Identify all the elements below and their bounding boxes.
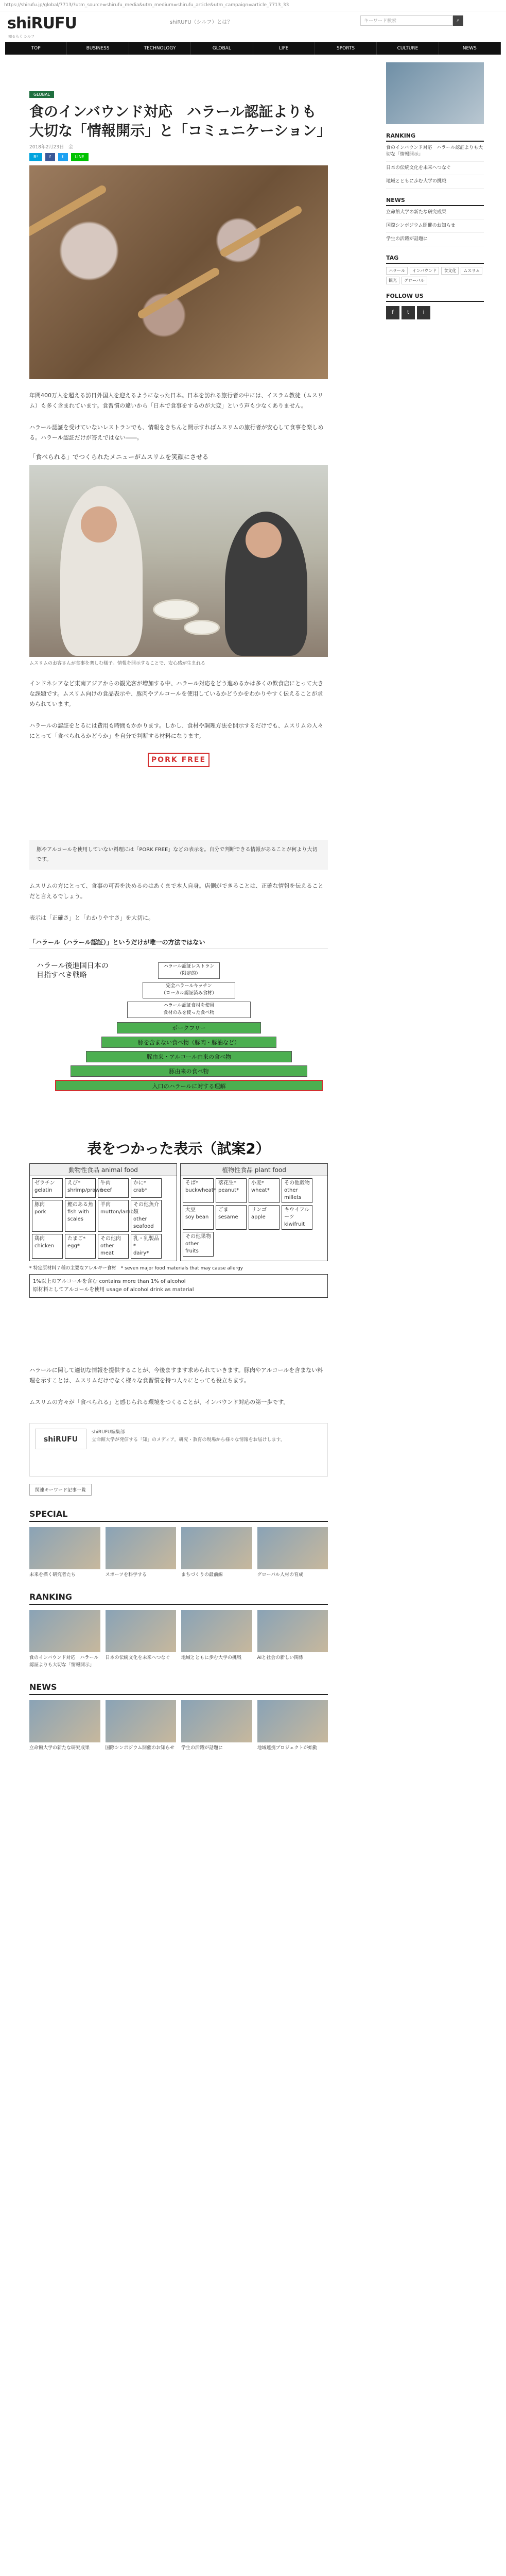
paragraph: ムスリムの方々が「食べられる」と感じられる環境をつくることが、インバウンド対応の第一歩です。	[29, 1399, 289, 1405]
article-card[interactable]: 国際シンポジウム開催のお知らせ	[106, 1700, 177, 1752]
food-cell	[249, 1205, 280, 1230]
sidebar-social-title: FOLLOW US	[386, 293, 484, 302]
food-cell	[98, 1178, 129, 1198]
news-cards	[29, 1700, 328, 1752]
food-name-en: apple	[251, 1214, 266, 1220]
food-name-ja: そば*	[185, 1180, 198, 1186]
food-cell	[32, 1178, 63, 1198]
paragraph: ムスリムの方にとって、食事の可否を決めるのはあくまで本人自身。店側ができることは、正確な情報を伝えることだと言えるでしょう。	[29, 883, 324, 900]
food-name-ja: 小麦*	[251, 1180, 264, 1186]
food-name-ja: 羊肉	[100, 1202, 111, 1208]
food-name-ja: えび*	[67, 1180, 80, 1186]
allergy-note: * 特定原材料７種の主要なアレルギー食材 * seven major food materials that may cause allergy	[29, 1266, 243, 1271]
article-card[interactable]: AIと社会の新しい関係	[257, 1610, 328, 1669]
paragraph: インドネシアなど東南アジアからの観光客が増加する中、ハラール対応をどう進めるかは多くの飲食店にとって大きな課題です。ムスリム向けの食品表示や、豚肉やアルコールを使用しているかどうかをわかりやすく伝えることが求められています。	[29, 680, 324, 707]
food-cell	[282, 1178, 312, 1203]
tag-link[interactable]: ハラール	[386, 267, 408, 275]
food-name-en: dairy*	[133, 1250, 149, 1256]
food-cell	[249, 1178, 280, 1203]
food-name-en: buckwheat*	[185, 1188, 216, 1193]
dish-shape	[184, 620, 220, 635]
share-buttons	[29, 153, 328, 161]
article-title: 食のインバウンド対応 ハラール認証よりも大切な「情報開示」と「コミュニケーション」	[29, 103, 331, 139]
food-name-en: other meat	[100, 1243, 114, 1256]
article-card[interactable]: まちづくりの最前線	[181, 1527, 252, 1579]
alcohol-box	[29, 1274, 328, 1298]
animal-food-column	[29, 1163, 177, 1261]
food-name-en: crab*	[133, 1188, 148, 1193]
pyramid-title: ハラール後進国日本の 目指すべき戦略	[37, 962, 109, 979]
pyramid-level: 入口のハラールに対する理解	[55, 1080, 323, 1091]
facebook-share-button[interactable]: f	[45, 153, 55, 161]
food-cell	[216, 1205, 247, 1230]
sidebar	[386, 59, 484, 319]
food-name-en: kiwifruit	[284, 1222, 305, 1227]
sidebar-tags	[386, 267, 484, 284]
tag-link[interactable]: 食文化	[441, 267, 459, 275]
list-item[interactable]: 日本の伝統文化を未来へつなぐ	[386, 162, 484, 175]
food-name-en: gelatin	[34, 1188, 53, 1193]
face-shape	[246, 522, 282, 558]
food-name-ja: その他穀物	[284, 1180, 310, 1186]
paragraph: ハラールに関して適切な情報を提供することが、今後ますます求められていきます。豚肉やアルコールを含まない料理を示すことは、ムスリムだけでなく様々な食習慣を持つ人々にとっても役立ちます。	[29, 1367, 323, 1384]
special-title: SPECIAL	[29, 1509, 328, 1522]
face-shape	[81, 506, 117, 543]
food-name-ja: その他果物	[185, 1234, 211, 1240]
article-card[interactable]: 日本の伝統文化を未来へつなぐ	[106, 1610, 177, 1669]
plant-food-column	[180, 1163, 328, 1261]
pyramid-level: ハラール認証レストラン （限定的）	[158, 962, 220, 979]
article-card[interactable]: 未来を描く研究者たち	[29, 1527, 100, 1579]
food-cell	[216, 1178, 247, 1203]
nav-top[interactable]: TOP	[5, 42, 67, 55]
food-name-en: beef	[100, 1188, 112, 1193]
food-labeling-table	[29, 1138, 328, 1354]
restaurant-photo	[29, 465, 328, 657]
main-nav	[5, 42, 501, 55]
pyramid-level: 豚由来・アルコール由来の食べ物	[86, 1051, 292, 1062]
food-name-ja: ゼラチン	[34, 1180, 55, 1186]
food-name-en: wheat*	[251, 1188, 270, 1193]
tag-link[interactable]: 観光	[386, 277, 399, 284]
nav-sports[interactable]: SPORTS	[315, 42, 377, 55]
food-cell	[32, 1234, 63, 1259]
instagram-icon[interactable]: i	[417, 306, 430, 319]
article-card[interactable]: グローバル人材の育成	[257, 1527, 328, 1579]
food-cell	[65, 1200, 96, 1232]
plant-food-header: 植物性食品 plant food	[181, 1164, 327, 1176]
paragraph: 表示は「正確さ」と「わかりやすさ」を大切に。	[29, 914, 154, 921]
food-name-en: pork	[34, 1209, 46, 1215]
alcohol-line: 1%以上のアルコールを含む contains more than 1% of alcohol	[33, 1279, 186, 1284]
food-name-ja: キウイフルーツ	[284, 1207, 309, 1220]
site-header	[0, 11, 506, 42]
food-cell	[131, 1200, 162, 1232]
sidebar-news-list	[386, 206, 484, 246]
spices-photo	[29, 165, 328, 379]
news-title: NEWS	[29, 1682, 328, 1695]
quote-box: 豚やアルコールを使用していない料理には「PORK FREE」などの表示を。自分で判断できる情報があることが何より大切です。	[29, 840, 328, 870]
facebook-icon[interactable]: f	[386, 306, 399, 319]
food-name-ja: その他肉	[100, 1236, 121, 1242]
food-name-ja: たまご*	[67, 1236, 85, 1242]
sidebar-ranking-title: RANKING	[386, 132, 484, 142]
tag-link[interactable]: ムスリム	[461, 267, 482, 275]
paragraph: 年間400万人を超える訪日外国人を迎えるようになった日本。日本を訪れる旅行者の中には、イスラム教徒（ムスリム）も多く含まれています。食習慣の違いから「日本で食事をするのが大変」という声も少なくありません。	[29, 392, 323, 409]
list-item[interactable]: 国際シンポジウム開催のお知らせ	[386, 219, 484, 233]
site-tagline: 知るらく シルフ	[8, 35, 35, 39]
article-card[interactable]: 地域連携プロジェクトが始動	[257, 1700, 328, 1752]
sidebar-tag-title: TAG	[386, 255, 484, 264]
pyramid-level: 完全ハラールキッチン （ローカル認証済み食材）	[143, 982, 235, 998]
food-cell	[131, 1178, 162, 1198]
nav-technology[interactable]: TECHNOLOGY	[129, 42, 191, 55]
twitter-share-button[interactable]: t	[58, 153, 68, 161]
nav-news[interactable]: NEWS	[439, 42, 501, 55]
food-cell	[98, 1200, 134, 1232]
alcohol-line: 原材料としてアルコールを使用 usage of alcohol drink as material	[33, 1287, 194, 1293]
food-name-en: chicken	[34, 1243, 55, 1249]
author-box	[29, 1423, 328, 1477]
site-logo[interactable]: shiRUFU	[7, 14, 77, 32]
halal-strategy-pyramid	[29, 952, 328, 1127]
food-name-en: fish with scales	[67, 1209, 90, 1222]
food-name-ja: 乳・乳製品*	[133, 1236, 159, 1249]
table-title: 表をつかった表示（試案2）	[87, 1140, 270, 1157]
about-link[interactable]: shiRUFU（シルフ）とは？	[170, 20, 233, 25]
line-share-button[interactable]: LINE	[71, 153, 89, 161]
food-name-ja: 落花生*	[218, 1180, 236, 1186]
food-name-en: egg*	[67, 1243, 80, 1249]
list-item[interactable]: 食のインバウンド対応 ハラール認証よりも大切な「情報開示」	[386, 142, 484, 162]
paragraph: ハラールの認証をとるには費用も時間もかかります。しかし、食材や調理方法を開示するだけでも、ムスリムの人々にとって「食べられるかどうか」を自分で判断する材料になります。	[29, 722, 323, 739]
sidebar-news-title: NEWS	[386, 197, 484, 206]
pyramid-level: 豚を含まない食べ物（豚肉・豚油など）	[101, 1037, 276, 1048]
food-name-ja: 豚肉	[34, 1202, 45, 1208]
food-cell	[131, 1234, 162, 1259]
sidebar-ranking-list	[386, 142, 484, 189]
article-card[interactable]: 学生の活躍が話題に	[181, 1700, 252, 1752]
food-name-ja: 牛肉	[100, 1180, 111, 1186]
nav-business[interactable]: BUSINESS	[67, 42, 129, 55]
food-cell	[32, 1200, 63, 1232]
food-cell	[98, 1234, 129, 1259]
food-name-en: mutton/lamb	[100, 1209, 134, 1215]
keyword-list-button[interactable]: 関連キーワード記事一覧	[29, 1484, 92, 1496]
dish-shape	[153, 599, 199, 620]
ranking-title: RANKING	[29, 1592, 328, 1605]
article-card[interactable]: 立命館大学の新たな研究成果	[29, 1700, 100, 1752]
social-links	[386, 306, 484, 319]
pork-free-label: PORK FREE	[148, 753, 210, 767]
food-cell	[183, 1205, 214, 1230]
nav-culture[interactable]: CULTURE	[377, 42, 439, 55]
food-name-en: shrimp/prawn	[67, 1188, 103, 1193]
food-name-en: other seafood	[133, 1216, 154, 1229]
food-name-ja: 鰹のある魚	[67, 1202, 93, 1208]
section-heading: 「ハラール（ハラール認証）」というだけが唯一の方法ではない	[29, 938, 328, 949]
ranking-cards	[29, 1610, 328, 1669]
food-cell	[282, 1205, 312, 1230]
spoon-shape	[136, 266, 221, 320]
animal-food-header: 動物性食品 animal food	[30, 1164, 177, 1176]
nav-global[interactable]: GLOBAL	[191, 42, 253, 55]
search-input[interactable]: キーワード検索	[360, 15, 453, 26]
twitter-icon[interactable]: t	[402, 306, 415, 319]
food-cell	[183, 1232, 214, 1257]
food-name-en: other millets	[284, 1188, 302, 1200]
article-card[interactable]: 食のインバウンド対応 ハラール認証よりも大切な「情報開示」	[29, 1610, 100, 1669]
article-date: 2018年2月23日 金	[29, 145, 74, 150]
author-text: shiRUFU編集部 立命館大学が発信する「知」のメディア。研究・教育の現場から様々な情報をお届けします。	[92, 1430, 285, 1443]
pork-free-figure	[29, 753, 328, 833]
food-name-en: other fruits	[185, 1241, 199, 1254]
category-tag[interactable]: GLOBAL	[29, 91, 54, 98]
author-logo: shiRUFU	[35, 1429, 86, 1449]
food-name-ja: 大豆	[185, 1207, 196, 1213]
tag-link[interactable]: インバウンド	[410, 267, 439, 275]
food-name-ja: その他魚介類	[133, 1202, 159, 1215]
food-cell	[65, 1234, 96, 1259]
food-name-en: sesame	[218, 1214, 238, 1220]
paragraph: ハラール認証を受けていないレストランでも、情報をきちんと開示すればムスリムの旅行者が安心して食事を楽しめる。ハラール認証だけが答えではない――。	[29, 424, 324, 441]
food-cell	[183, 1178, 214, 1203]
url-bar: https://shirufu.jp/global/7713/?utm_source=shirufu_media&utm_medium=shirufu_article&utm_campaign=article_7713_33	[0, 0, 506, 11]
food-name-en: peanut*	[218, 1188, 239, 1193]
list-item[interactable]: 地域とともに歩む大学の挑戦	[386, 175, 484, 189]
search-icon[interactable]: ⌕	[453, 15, 463, 26]
article-card[interactable]: 地域とともに歩む大学の挑戦	[181, 1610, 252, 1669]
article-card[interactable]: スポーツを科学する	[106, 1527, 177, 1579]
food-name-ja: かに*	[133, 1180, 146, 1186]
food-name-en: soy bean	[185, 1214, 209, 1220]
food-name-ja: リンゴ	[251, 1207, 267, 1213]
article-main	[29, 59, 331, 1752]
hatena-share-button[interactable]: B!	[29, 153, 42, 161]
pyramid-level: 豚由来の食べ物	[71, 1065, 307, 1077]
tag-link[interactable]: グローバル	[402, 277, 427, 284]
pyramid-level: ポークフリー	[117, 1022, 261, 1033]
food-cell	[65, 1178, 103, 1198]
photo-caption: ムスリムのお客さんが食事を楽しむ様子。情報を開示することで、安心感が生まれる	[29, 661, 205, 666]
list-item[interactable]: 学生の活躍が話題に	[386, 233, 484, 246]
spoon-shape	[29, 184, 108, 238]
pyramid-level: ハラール認証食材を使用 食材のみを使った食べ物	[127, 1002, 251, 1018]
spoon-shape	[219, 205, 303, 258]
sidebar-banner[interactable]	[386, 62, 484, 124]
section-subheading: 「食べられる」でつくられたメニューがムスリムを笑顔にさせる	[29, 453, 209, 461]
food-name-ja: ごま	[218, 1207, 229, 1213]
list-item[interactable]: 立命館大学の新たな研究成果	[386, 206, 484, 219]
special-cards	[29, 1527, 328, 1579]
nav-life[interactable]: LIFE	[253, 42, 315, 55]
food-name-ja: 鶏肉	[34, 1236, 45, 1242]
